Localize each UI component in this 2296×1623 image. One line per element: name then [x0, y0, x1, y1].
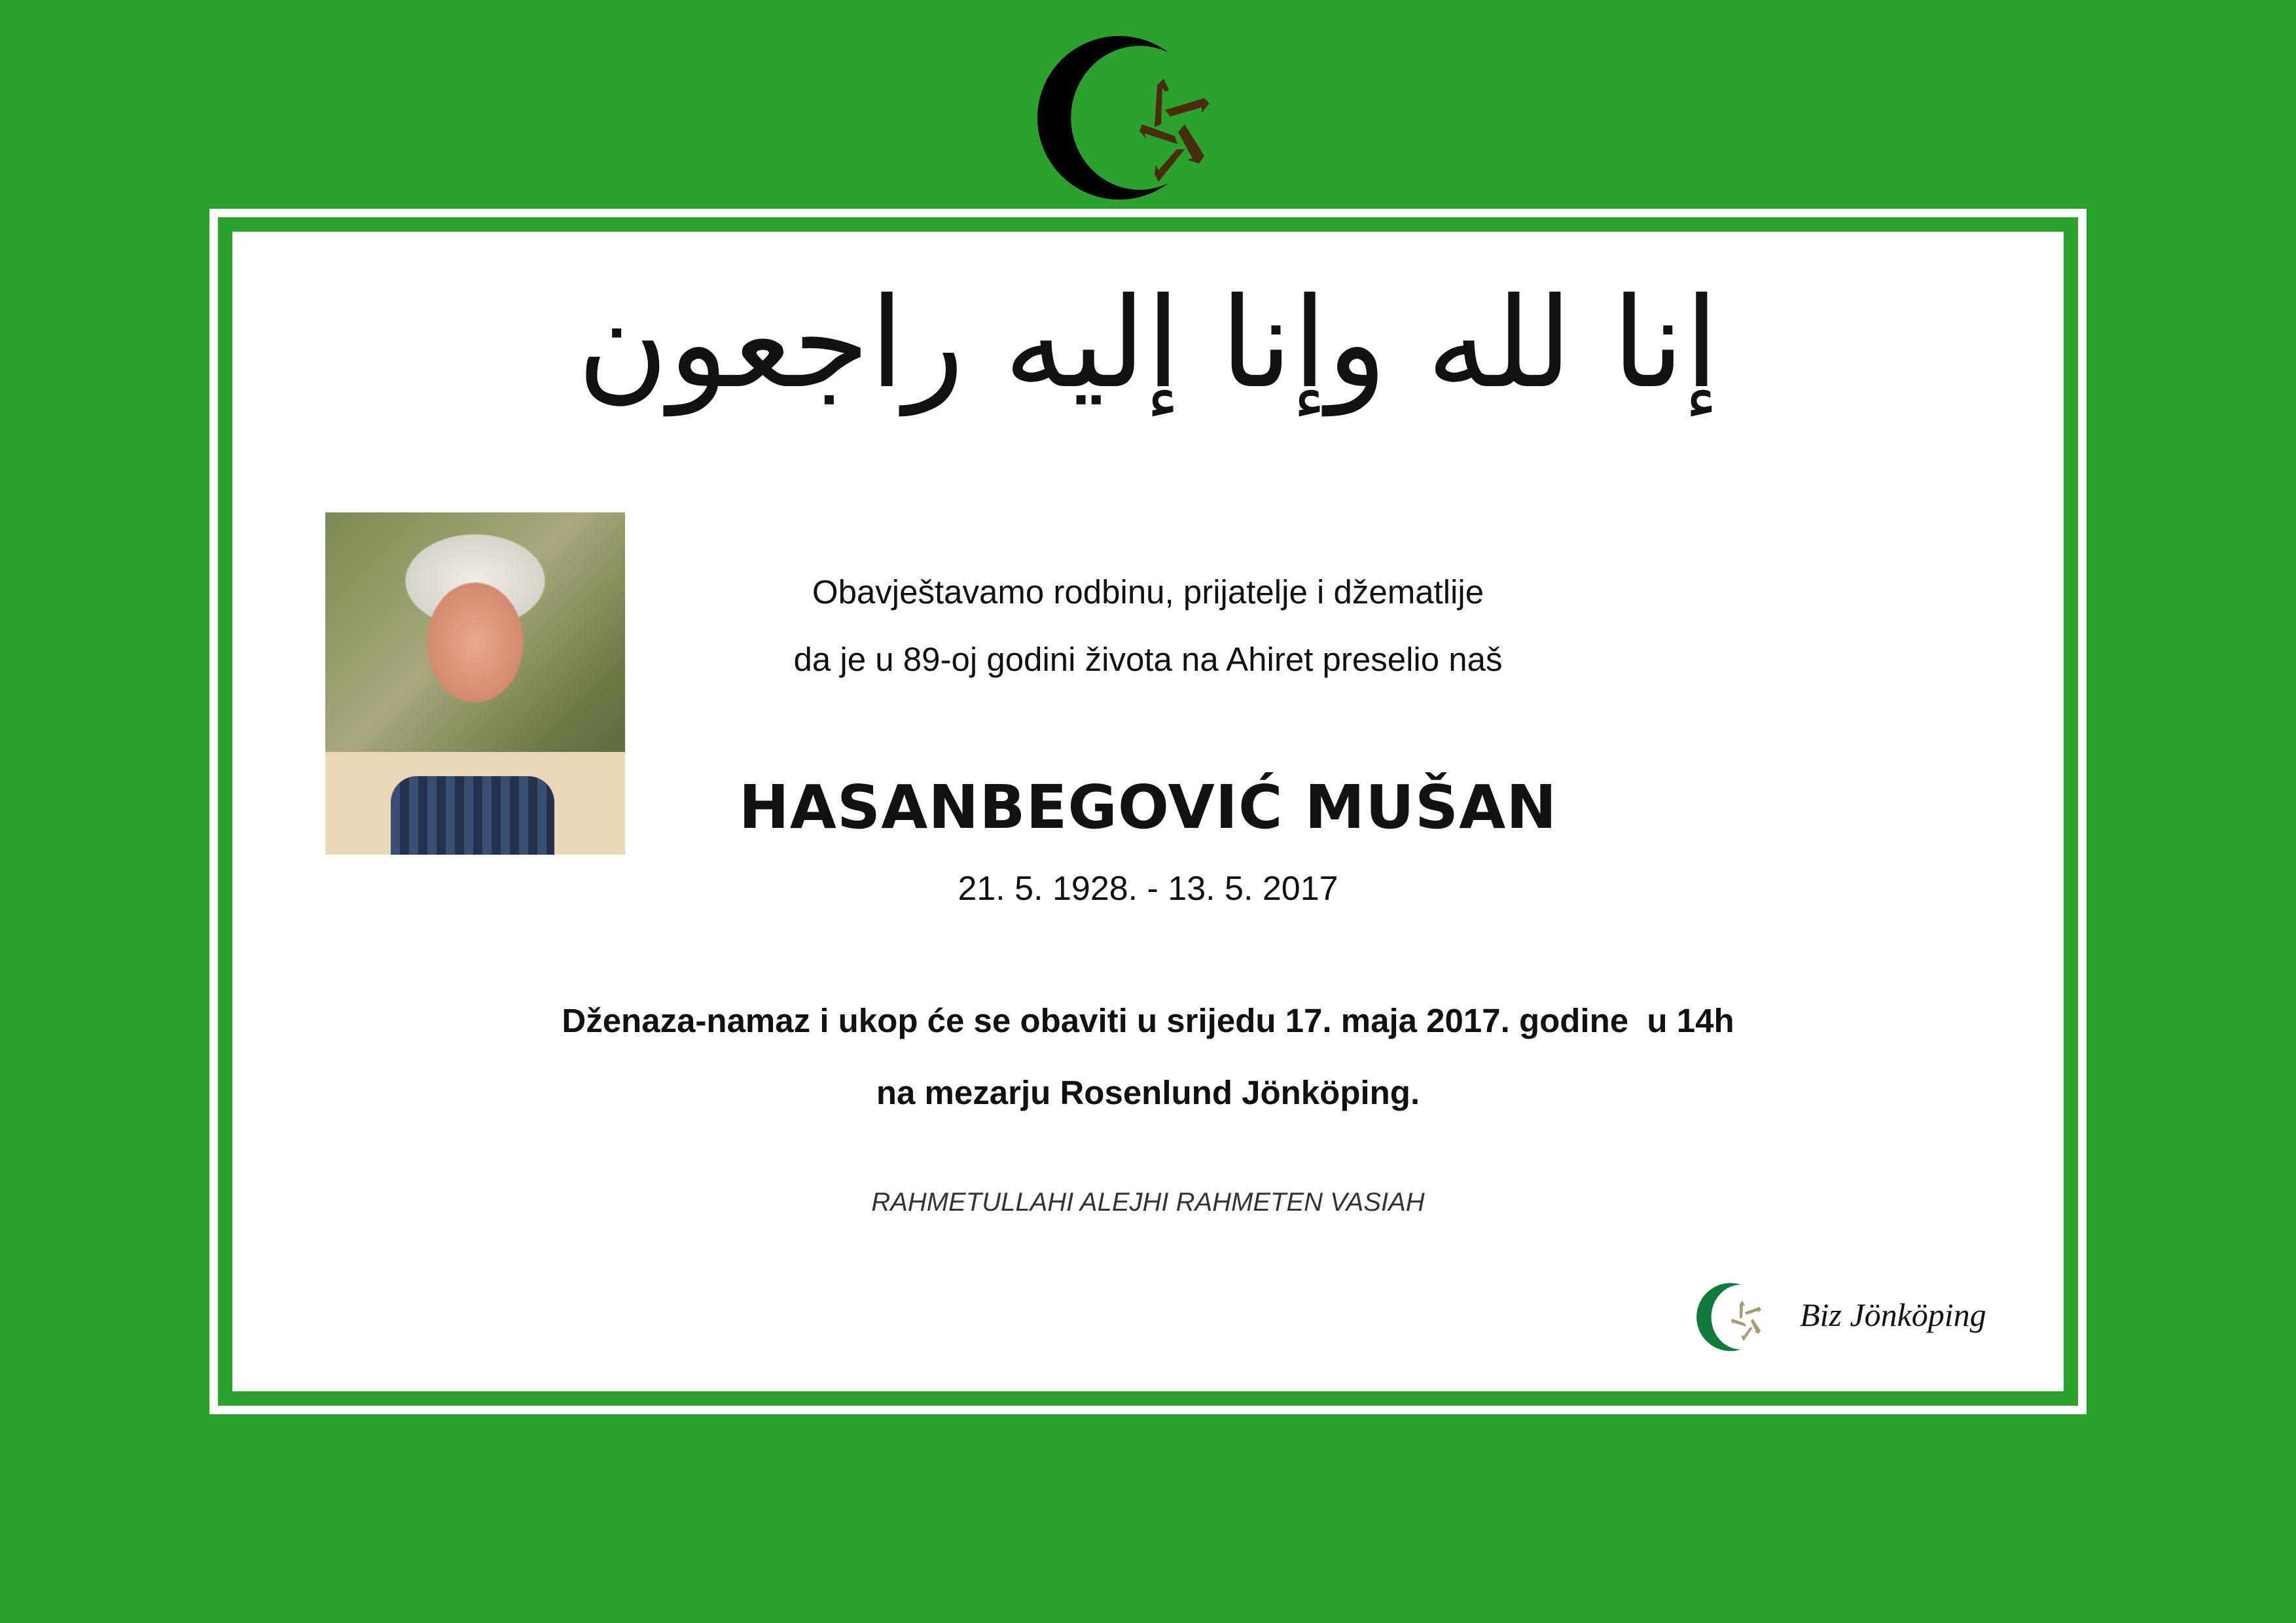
funeral-info-line-1: Dženaza-namaz i ukop će se obaviti u srijedu 17. maja 2017. godine u 14h [562, 1002, 1734, 1039]
arabic-calligraphy: إنا لله وإنا إليه راجعون [577, 271, 1719, 416]
life-dates: 21. 5. 1928. - 13. 5. 2017 [958, 870, 1338, 908]
deceased-name: HASANBEGOVIĆ MUŠAN [738, 772, 1558, 842]
funeral-info-line-2: na mezarju Rosenlund Jönköping. [876, 1074, 1420, 1111]
crescent-star-icon [1037, 26, 1221, 203]
notice-line-1: Obavještavamo rodbinu, prijatelje i džematlije [812, 573, 1484, 611]
brand-crescent-star-icon [1695, 1279, 1774, 1355]
prayer-text: RAHMETULLAHI ALEJHI RAHMETEN VASIAH [871, 1188, 1425, 1217]
brand-name: Biz Jönköping [1800, 1296, 1986, 1333]
notice-line-2: da je u 89-oj godini života na Ahiret preselio naš [793, 641, 1503, 678]
